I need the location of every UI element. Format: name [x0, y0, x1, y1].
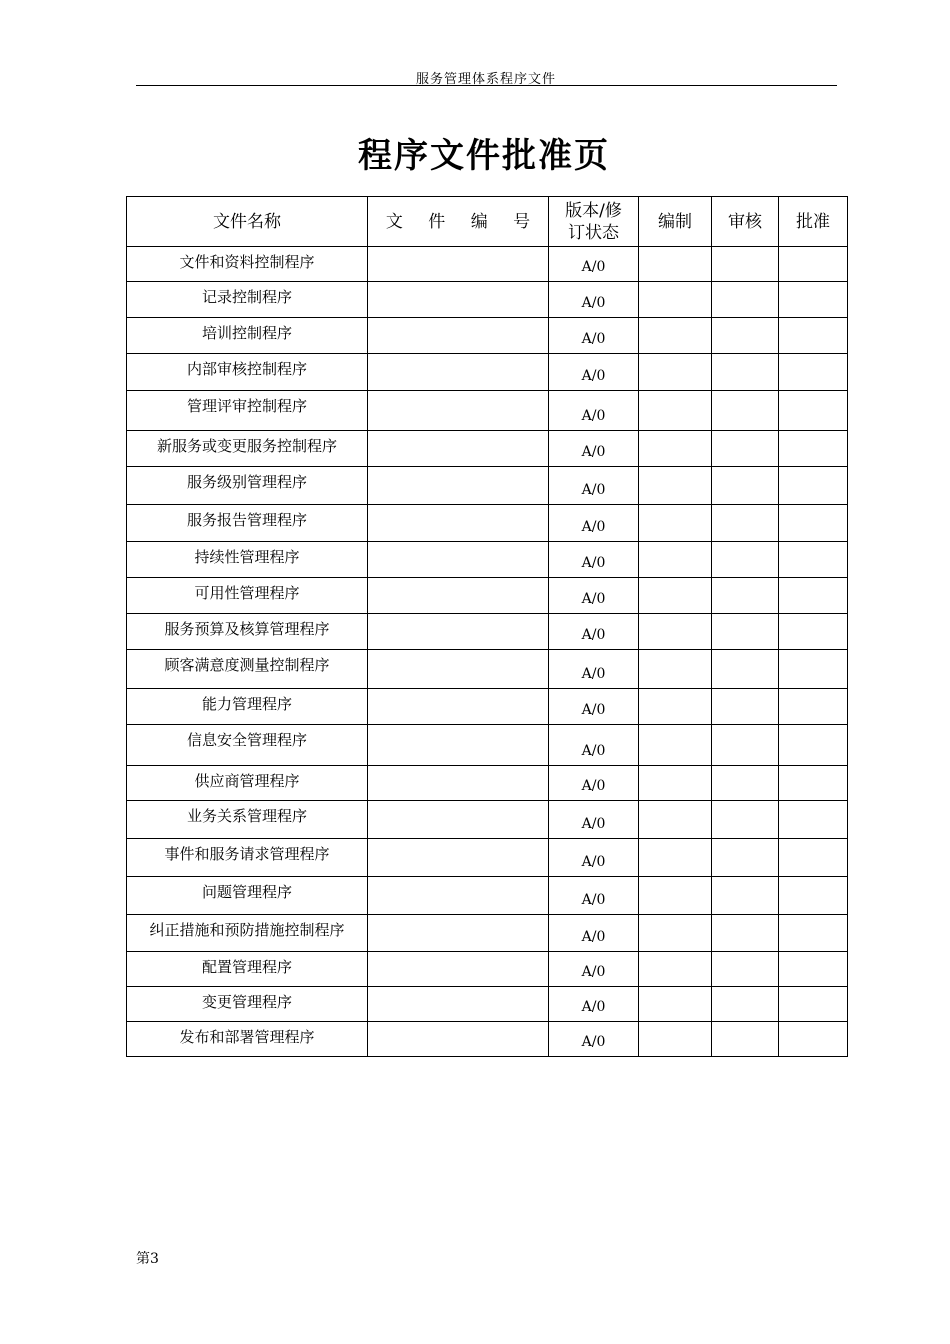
approved-cell [779, 839, 848, 877]
prepared-cell [639, 987, 712, 1022]
prepared-cell [639, 542, 712, 578]
col-header-prepared: 编制 [639, 197, 712, 247]
table-row [127, 391, 848, 431]
version-cell: A/0 [549, 952, 639, 987]
document-name-cell: 记录控制程序 [127, 282, 368, 318]
version-cell: A/0 [549, 467, 639, 505]
prepared-cell [639, 952, 712, 987]
reviewed-cell [712, 839, 779, 877]
approval-table [126, 196, 848, 1057]
version-cell: A/0 [549, 542, 639, 578]
reviewed-cell [712, 467, 779, 505]
table-row [127, 614, 848, 650]
version-cell: A/0 [549, 391, 639, 431]
running-header: 服务管理体系程序文件 [415, 72, 556, 87]
prepared-cell [639, 839, 712, 877]
table-row [127, 247, 848, 282]
prepared-cell [639, 915, 712, 952]
document-name-cell: 服务预算及核算管理程序 [127, 614, 368, 650]
prepared-cell [639, 1022, 712, 1057]
document-number-cell [368, 578, 549, 614]
approved-cell [779, 282, 848, 318]
approved-cell [779, 650, 848, 689]
reviewed-cell [712, 689, 779, 725]
prepared-cell [639, 391, 712, 431]
table-row [127, 318, 848, 354]
prepared-cell [639, 650, 712, 689]
reviewed-cell [712, 318, 779, 354]
reviewed-cell [712, 1022, 779, 1057]
prepared-cell [639, 689, 712, 725]
document-number-cell [368, 725, 549, 766]
approved-cell [779, 247, 848, 282]
approved-cell [779, 542, 848, 578]
approved-cell [779, 505, 848, 542]
approved-cell [779, 952, 848, 987]
reviewed-cell [712, 247, 779, 282]
document-number-cell [368, 282, 549, 318]
document-number-cell [368, 431, 549, 467]
table-row [127, 725, 848, 766]
document-number-cell [368, 505, 549, 542]
table-row [127, 915, 848, 952]
version-cell: A/0 [549, 801, 639, 839]
document-name-cell: 可用性管理程序 [127, 578, 368, 614]
prepared-cell [639, 431, 712, 467]
document-number-cell [368, 542, 549, 578]
reviewed-cell [712, 987, 779, 1022]
col-header-number-label: 文 件 编 号 [385, 211, 541, 232]
reviewed-cell [712, 650, 779, 689]
reviewed-cell [712, 915, 779, 952]
document-name-cell: 内部审核控制程序 [127, 354, 368, 391]
reviewed-cell [712, 766, 779, 801]
table-row [127, 839, 848, 877]
table-row [127, 801, 848, 839]
table-row [127, 578, 848, 614]
table-row [127, 467, 848, 505]
approved-cell [779, 801, 848, 839]
document-number-cell [368, 650, 549, 689]
table-row [127, 282, 848, 318]
document-number-cell [368, 839, 549, 877]
approved-cell [779, 578, 848, 614]
table-row [127, 431, 848, 467]
document-name-cell: 纠正措施和预防措施控制程序 [127, 915, 368, 952]
prepared-cell [639, 505, 712, 542]
document-name-cell: 问题管理程序 [127, 877, 368, 915]
approved-cell [779, 877, 848, 915]
document-number-cell [368, 877, 549, 915]
document-number-cell [368, 1022, 549, 1057]
version-cell: A/0 [549, 987, 639, 1022]
document-number-cell [368, 391, 549, 431]
prepared-cell [639, 766, 712, 801]
document-name-cell: 信息安全管理程序 [127, 725, 368, 766]
page-number: 第3 [136, 1251, 159, 1267]
reviewed-cell [712, 282, 779, 318]
prepared-cell [639, 282, 712, 318]
prepared-cell [639, 467, 712, 505]
version-cell: A/0 [549, 915, 639, 952]
document-number-cell [368, 614, 549, 650]
version-cell: A/0 [549, 247, 639, 282]
prepared-cell [639, 725, 712, 766]
table-row [127, 952, 848, 987]
approved-cell [779, 725, 848, 766]
header-divider [136, 85, 837, 86]
table-row [127, 877, 848, 915]
document-name-cell: 业务关系管理程序 [127, 801, 368, 839]
reviewed-cell [712, 505, 779, 542]
document-name-cell: 持续性管理程序 [127, 542, 368, 578]
reviewed-cell [712, 877, 779, 915]
version-cell: A/0 [549, 318, 639, 354]
document-number-cell [368, 354, 549, 391]
document-name-cell: 配置管理程序 [127, 952, 368, 987]
col-header-number [368, 197, 549, 247]
version-cell: A/0 [549, 1022, 639, 1057]
reviewed-cell [712, 801, 779, 839]
approved-cell [779, 391, 848, 431]
document-name-cell: 管理评审控制程序 [127, 391, 368, 431]
col-header-version [549, 197, 639, 247]
prepared-cell [639, 578, 712, 614]
version-cell: A/0 [549, 614, 639, 650]
version-cell: A/0 [549, 431, 639, 467]
table-row [127, 542, 848, 578]
reviewed-cell [712, 614, 779, 650]
prepared-cell [639, 614, 712, 650]
document-name-cell: 发布和部署管理程序 [127, 1022, 368, 1057]
table-row [127, 987, 848, 1022]
page-title: 程序文件批准页 [358, 136, 610, 176]
version-cell: A/0 [549, 354, 639, 391]
document-number-cell [368, 689, 549, 725]
reviewed-cell [712, 725, 779, 766]
approved-cell [779, 354, 848, 391]
table-header-row [127, 197, 848, 247]
document-name-cell: 培训控制程序 [127, 318, 368, 354]
document-number-cell [368, 915, 549, 952]
reviewed-cell [712, 952, 779, 987]
document-name-cell: 事件和服务请求管理程序 [127, 839, 368, 877]
version-cell: A/0 [549, 877, 639, 915]
document-number-cell [368, 318, 549, 354]
reviewed-cell [712, 354, 779, 391]
document-number-cell [368, 247, 549, 282]
approved-cell [779, 987, 848, 1022]
prepared-cell [639, 877, 712, 915]
table-row [127, 689, 848, 725]
document-name-cell: 服务报告管理程序 [127, 505, 368, 542]
reviewed-cell [712, 391, 779, 431]
approved-cell [779, 689, 848, 725]
version-cell: A/0 [549, 650, 639, 689]
document-number-cell [368, 801, 549, 839]
col-header-approved: 批准 [779, 197, 848, 247]
approved-cell [779, 614, 848, 650]
prepared-cell [639, 247, 712, 282]
document-name-cell: 服务级别管理程序 [127, 467, 368, 505]
version-cell: A/0 [549, 505, 639, 542]
approved-cell [779, 1022, 848, 1057]
prepared-cell [639, 801, 712, 839]
approved-cell [779, 915, 848, 952]
document-name-cell: 变更管理程序 [127, 987, 368, 1022]
version-cell: A/0 [549, 689, 639, 725]
version-cell: A/0 [549, 839, 639, 877]
approved-cell [779, 766, 848, 801]
version-cell: A/0 [549, 282, 639, 318]
table-row [127, 650, 848, 689]
col-header-version-line2: 订状态 [568, 222, 619, 243]
col-header-reviewed: 审核 [712, 197, 779, 247]
table-row [127, 1022, 848, 1057]
document-name-cell: 能力管理程序 [127, 689, 368, 725]
approved-cell [779, 467, 848, 505]
version-cell: A/0 [549, 725, 639, 766]
prepared-cell [639, 354, 712, 391]
document-number-cell [368, 467, 549, 505]
document-name-cell: 顾客满意度测量控制程序 [127, 650, 368, 689]
approved-cell [779, 318, 848, 354]
document-name-cell: 新服务或变更服务控制程序 [127, 431, 368, 467]
document-name-cell: 供应商管理程序 [127, 766, 368, 801]
col-header-name: 文件名称 [127, 197, 368, 247]
reviewed-cell [712, 578, 779, 614]
prepared-cell [639, 318, 712, 354]
document-number-cell [368, 987, 549, 1022]
table-row [127, 354, 848, 391]
version-cell: A/0 [549, 578, 639, 614]
approved-cell [779, 431, 848, 467]
col-header-version-line1: 版本/修 [565, 200, 622, 221]
table-row [127, 505, 848, 542]
reviewed-cell [712, 542, 779, 578]
version-cell: A/0 [549, 766, 639, 801]
document-name-cell: 文件和资料控制程序 [127, 247, 368, 282]
table-row [127, 766, 848, 801]
document-number-cell [368, 952, 549, 987]
reviewed-cell [712, 431, 779, 467]
document-number-cell [368, 766, 549, 801]
